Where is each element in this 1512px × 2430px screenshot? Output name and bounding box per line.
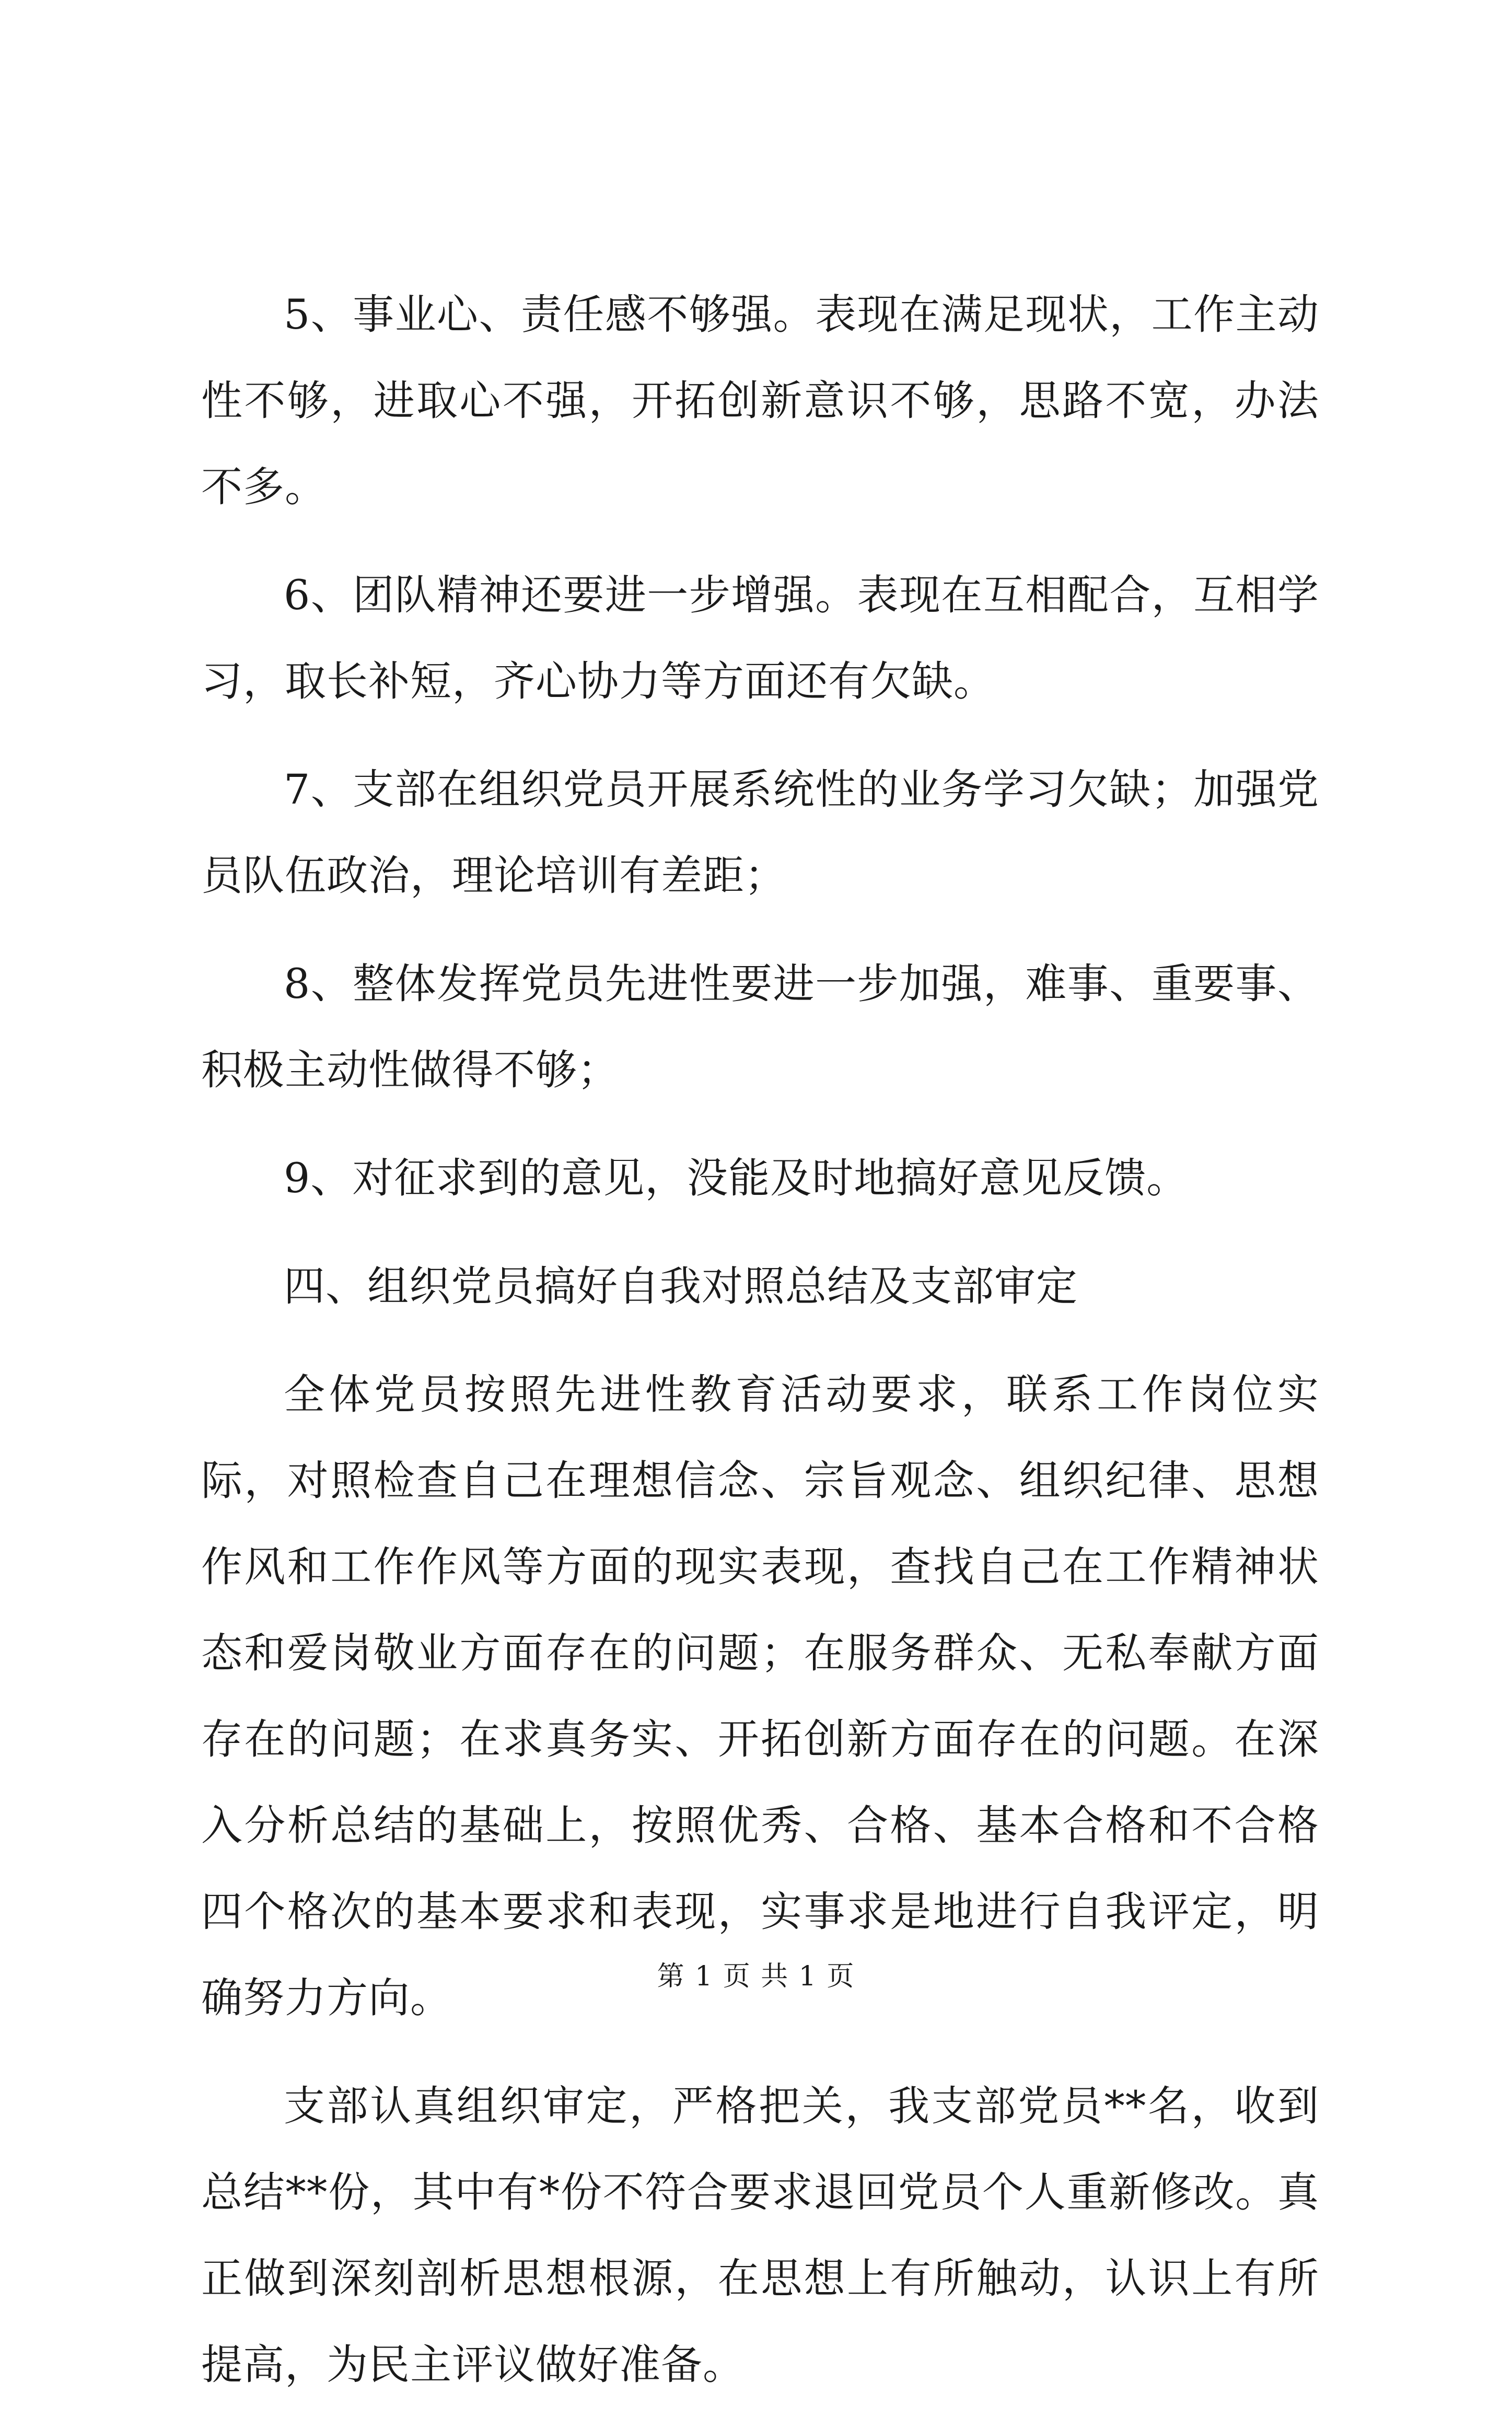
section-heading-4: 四、组织党员搞好自我对照总结及支部审定: [284, 1262, 1078, 1310]
body-paragraph-branch-review: 支部认真组织审定，严格把关，我支部党员**名，收到总结**份，其中有*份不符合要求退回党员个人重新修改。真正做到深刻剖析思想根源，在思想上有所触动，认识上有所提高，为民主评议做好准备。: [201, 2082, 1319, 2389]
list-item-9: 9、对征求到的意见，没能及时地搞好意见反馈。: [284, 1154, 1189, 1202]
list-item-5: 5、事业心、责任感不够强。表现在满足现状，工作主动性不够，进取心不强，开拓创新意识不够，思路不宽，办法不多。: [201, 290, 1319, 511]
list-item-6: 6、团队精神还要进一步增强。表现在互相配合，互相学习，取长补短，齐心协力等方面还有欠缺。: [201, 571, 1319, 705]
page-footer: 第 1 页 共 1 页: [657, 1961, 855, 1992]
list-item-7: 7、支部在组织党员开展系统性的业务学习欠缺；加强党员队伍政治，理论培训有差距；: [201, 765, 1319, 900]
document-body: [201, 272, 1319, 2430]
list-item-8: 8、整体发挥党员先进性要进一步加强，难事、重要事、积极主动性做得不够；: [201, 960, 1319, 1094]
body-paragraph-self-review: 全体党员按照先进性教育活动要求，联系工作岗位实际，对照检查自己在理想信念、宗旨观念、组织纪律、思想作风和工作作风等方面的现实表现，查找自己在工作精神状态和爱岗敬业方面存在的问题；在服务群众、无私奉献方面存在的问题；在求真务实、开拓创新方面存在的问题。在深入分析总结的基础上，按照优秀、合格、基本合格和不合格四个格次的基本要求和表现，实事求是地进行自我评定，明确努力方向。: [201, 1370, 1319, 2022]
